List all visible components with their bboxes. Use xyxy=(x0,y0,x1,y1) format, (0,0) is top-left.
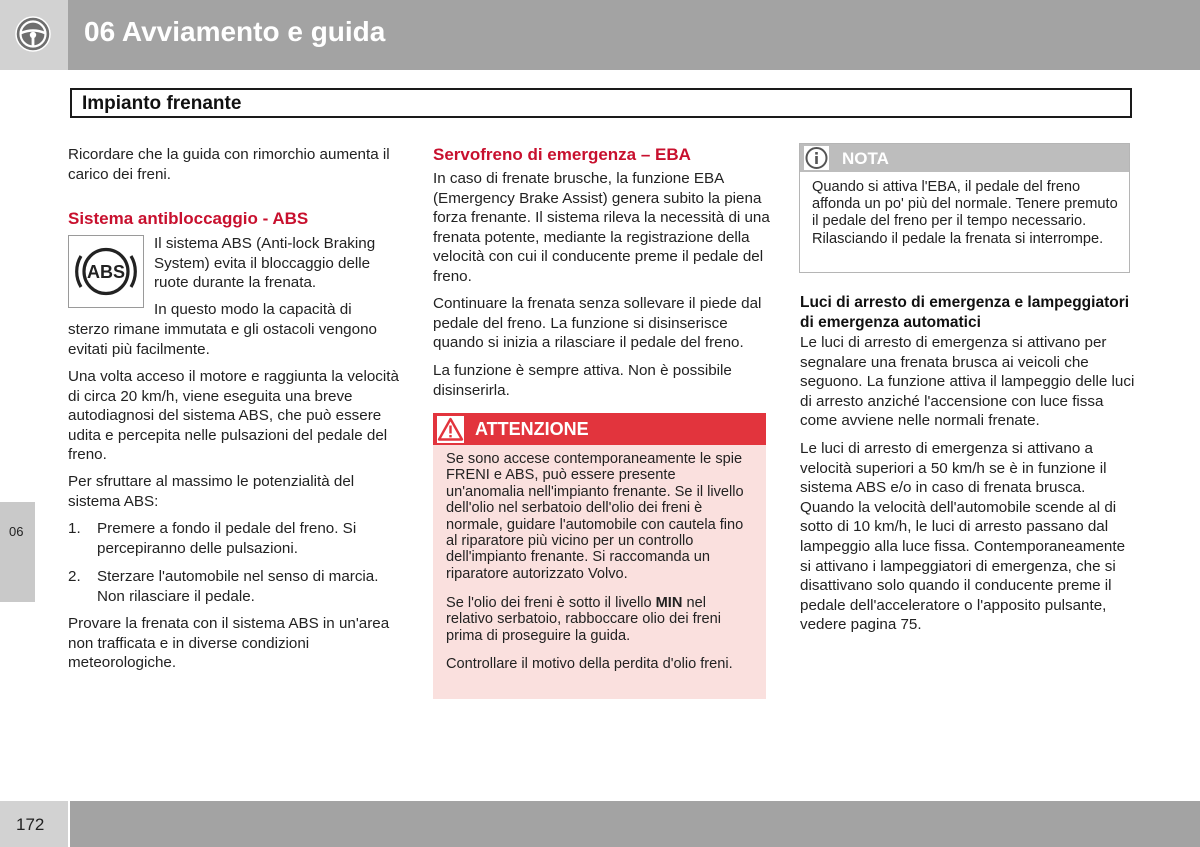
abs-practice-paragraph: Provare la frenata con il sistema ABS in un'area non trafficata e in diverse condizioni meteorologiche. xyxy=(68,615,390,672)
emergency-lights-speed-paragraph: Le luci di arresto di emergenza si attivano a velocità superiori a 50 km/h se è in funzione il sistema ABS e/o in caso di frenata brusca. Quando la velocità dell'automobile scende al di sotto di 10 km/h, le luci di arresto passano dal lampeggio alla luce fissa. Contemporaneamente si attivano i lampeggiatori di emergenza, che si disattivano solo quando il conducente preme il pedale dell'acceleratore o l'apposito pulsante, vedere pagina 75. xyxy=(800,440,1126,634)
emergency-lights-paragraph: Le luci di arresto di emergenza si attivano per segnalare una frenata brusca ai veicoli che seguono. La funzione attiva il lampeggio delle luci di arresto anziché l'accensione con luce fissa come avviene nelle normali frenate. xyxy=(800,334,1135,430)
chapter-title: 06 Avviamento e guida xyxy=(84,16,386,47)
section-title: Impianto frenante xyxy=(82,93,242,114)
note-text: Quando si attiva l'EBA, il pedale del freno affonda un po' più del normale. Tenere premuto il pedale del freno per il tempo necessario. Rilasciando il pedale la frenata si interrompe. xyxy=(812,179,1118,247)
note-box xyxy=(799,143,1130,273)
warning-fluid-text-end: nel relativo serbatoio, rabboccare olio dei freni prima di proseguire la guida. xyxy=(446,595,722,644)
list-item: Premere a fondo il pedale del freno. Si percepiranno delle pulsazioni. xyxy=(97,520,357,557)
trailer-note-paragraph: Ricordare che la guida con rimorchio aumenta il carico dei freni. xyxy=(68,146,390,183)
abs-description-paragraph: Il sistema ABS (Anti-lock Braking System) evita il bloccaggio delle ruote durante la frenata. xyxy=(154,235,376,292)
info-icon xyxy=(804,146,829,170)
warning-min-label: MIN xyxy=(655,595,683,611)
eba-always-active-paragraph: La funzione è sempre attiva. Non è possibile disinserirla. xyxy=(433,362,732,399)
abs-selftest-paragraph: Una volta acceso il motore e raggiunta la velocità di circa 20 km/h, viene eseguita una breve autodiagnosi del sistema ABS, che può essere udita e percepita nelle pulsazioni del pedale del freno. xyxy=(68,368,399,464)
eba-continue-paragraph: Continuare la frenata senza sollevare il piede dal pedale del freno. La funzione si disinserisce quando si inizia a rilasciare il pedale del freno. xyxy=(433,295,762,352)
abs-steering-paragraph-end: sterzo rimane immutata e gli ostacoli vengono evitati più facilmente. xyxy=(68,321,377,358)
list-item-number: 2. xyxy=(68,568,81,585)
list-item: Sterzare l'automobile nel senso di marcia. Non rilasciare il pedale. xyxy=(97,568,379,605)
abs-icon-label: ABS xyxy=(86,262,126,282)
note-header xyxy=(800,144,1129,172)
eba-description-paragraph: In caso di frenate brusche, la funzione EBA (Emergency Brake Assist) genera subito la piena forza frenante. Il sistema rileva la necessità di una frenata potente, mediante la registrazione della velocità con cui il conducente preme il pedale del freno. xyxy=(433,170,770,285)
footer-page-box xyxy=(0,801,68,847)
section-heading-box xyxy=(70,88,1132,118)
abs-heading: Sistema antibloccaggio - ABS xyxy=(68,209,309,228)
warning-triangle-icon xyxy=(437,416,464,443)
warning-paragraph-leak: Controllare il motivo della perdita d'olio freni. xyxy=(446,656,733,672)
warning-title: ATTENZIONE xyxy=(475,419,589,439)
warning-fluid-text-start: Se l'olio dei freni è sotto il livello xyxy=(446,595,656,611)
chapter-tab-label: 06 xyxy=(9,524,24,539)
list-item-number: 1. xyxy=(68,520,81,537)
warning-paragraph-lights: Se sono accese contemporaneamente le spie FRENI e ABS, può essere presente un'anomalia nell'impianto frenante. Se il livello dell'olio nel serbatoio dell'olio dei freni è normale, guidare l'automobile con cautela fino al riparatore più vicino per un controllo dell'impianto frenante. Si raccomanda un riparatore autorizzato Volvo. xyxy=(446,451,744,582)
note-title: NOTA xyxy=(842,149,889,168)
warning-paragraph-fluid xyxy=(446,595,756,644)
emergency-lights-heading: Luci di arresto di emergenza e lampeggiatori di emergenza automatici xyxy=(800,294,1130,331)
note-icon-box xyxy=(804,146,829,170)
warning-box xyxy=(433,413,766,699)
page-number: 172 xyxy=(16,815,45,834)
chapter-side-tab xyxy=(0,502,35,602)
header-icon-box xyxy=(0,0,68,70)
warning-icon-box xyxy=(437,416,464,443)
abs-icon xyxy=(69,236,143,307)
warning-header xyxy=(433,413,766,445)
footer-band xyxy=(70,801,1200,847)
eba-heading: Servofreno di emergenza – EBA xyxy=(433,145,691,164)
steering-wheel-icon xyxy=(14,15,52,53)
abs-steering-paragraph-start: In questo modo la capacità di xyxy=(154,301,352,318)
abs-usage-intro: Per sfruttare al massimo le potenzialità del sistema ABS: xyxy=(68,473,355,510)
abs-warning-icon-box xyxy=(68,235,144,308)
